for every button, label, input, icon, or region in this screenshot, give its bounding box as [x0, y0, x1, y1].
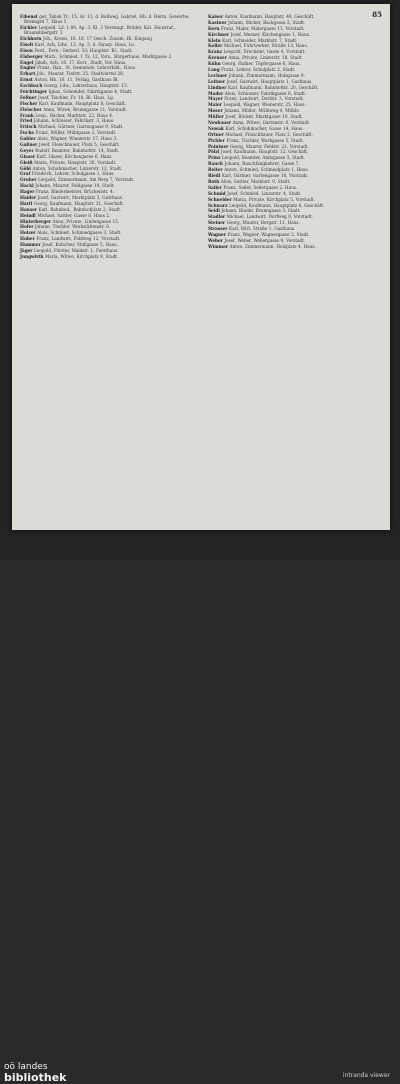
entry-surname: Pointner [208, 143, 229, 149]
entry-details: Franz, Lehrer, Schulplatz 2, Stadt. [221, 67, 296, 73]
directory-entry [208, 132, 384, 137]
directory-entry [208, 149, 384, 154]
entry-details: Leop., Bäcker, Marktstr. 22, Haus 4. [35, 112, 114, 118]
entry-surname: Fellner [20, 94, 37, 100]
entry-surname: Haider [20, 195, 37, 201]
directory-entry [20, 230, 196, 235]
directory-entry [20, 71, 196, 76]
directory-entry [20, 183, 196, 188]
entry-details: Karl, Bahnbed., Bahnhofplatz 2, Stadt. [38, 206, 122, 212]
directory-entry [208, 85, 384, 90]
entry-details: Alois, Wagner, Wienerstr. 17, Haus 3. [37, 136, 118, 142]
entry-surname: Moser [208, 108, 223, 114]
directory-entry [20, 236, 196, 241]
directory-entry [20, 65, 196, 70]
entry-details: Karl, Glaser, Kirchengasse 6, Haus. [36, 153, 113, 159]
entry-surname: Eiselt [20, 41, 34, 47]
directory-entry [20, 248, 196, 253]
entry-surname: Ortner [208, 131, 224, 137]
entry-details: Michael, Fuhrwerker, Straße 13, Haus. [223, 43, 308, 49]
entry-surname: Mayer [208, 96, 223, 102]
directory-entry [208, 179, 384, 184]
directory-entry [208, 91, 384, 96]
left-column [20, 14, 196, 260]
entry-surname: Elsberger [20, 53, 43, 59]
entry-surname: Engel [20, 59, 34, 65]
entry-details: ger, Tabak Tr., 15. Ar. 13, d. Ballweg, Gabriel, Hb, d. Herm. Gewerbe, Brenngrd 7, Haus 5 [24, 14, 190, 25]
entry-details: Anna, Witwe, Brunngasse 11, Vorstadt. [43, 106, 128, 112]
entry-details: Josef, Gastwirt, Marktplatz 3, Gasthaus. [37, 195, 124, 201]
directory-entry [208, 155, 384, 160]
logo-line-1: oö landes [4, 1062, 48, 1072]
directory-entry [20, 25, 196, 35]
entry-surname: Frank [20, 112, 34, 118]
directory-entry [208, 32, 384, 37]
entry-details: Karl, Wirt, Straße 1, Gasthaus. [229, 226, 296, 232]
directory-entry [208, 232, 384, 237]
entry-details: Anton, Zimmermann, Holzplatz 4, Haus. [229, 243, 316, 249]
directory-entry [208, 197, 384, 202]
directory-entry [208, 67, 384, 72]
directory-entry [20, 14, 196, 24]
entry-surname: Kirchner [208, 31, 229, 37]
entry-surname: Erhart [20, 71, 36, 77]
entry-surname: Glaser [20, 153, 36, 159]
entry-surname: Roth [208, 178, 220, 184]
entry-surname: Jungwirth [20, 253, 44, 259]
entry-surname: Kranz [208, 49, 222, 55]
directory-entry [208, 61, 384, 66]
entry-surname: Gaßner [20, 142, 38, 147]
library-logo[interactable] [4, 1062, 94, 1084]
entry-details: Anna, Private, Lindengasse 15. [52, 218, 120, 224]
entry-surname: Göbl [20, 165, 31, 171]
entry-details: Leopold, Zimmermann, Am Berg 7, Vorstadt. [38, 177, 135, 183]
directory-entry [208, 203, 384, 208]
entry-surname: Hackl [20, 183, 34, 189]
entry-surname: Hager [20, 189, 35, 195]
entry-surname: Lindner [208, 84, 227, 90]
entry-details: Leopold, Beamter, Amtsgasse 3, Stadt. [221, 155, 305, 161]
directory-entry [208, 144, 384, 149]
entry-surname: Hauser [20, 206, 37, 212]
entry-surname: Kreuzer [208, 55, 227, 61]
directory-entry [208, 191, 384, 196]
directory-entry [20, 160, 196, 165]
entry-details: Josef, Schmied, Linzerstr. 4, Stadt. [227, 190, 302, 196]
entry-surname: Fleischer [20, 106, 42, 112]
directory-entry [208, 55, 384, 60]
entry-details: Anton, Kaufmann, Hauptstr. 40, Geschäft. [224, 14, 315, 19]
directory-entry [208, 79, 384, 84]
entry-details: Franz, Maler, Malergasse 11, Vorstadt. [221, 25, 305, 31]
entry-details: Johann, Schlosser, Fabrikstr. 3, Haus. [33, 118, 115, 124]
entry-surname: Heindl [20, 212, 36, 218]
directory-entry [20, 113, 196, 118]
entry-surname: Klein [208, 37, 221, 43]
entry-details: Leopold, Kaufmann, Hauptplatz 6, Geschäft. [229, 202, 325, 208]
entry-surname: Stadler [208, 214, 226, 220]
viewer-footer [0, 530, 400, 1084]
entry-details: Jakob, Ach, 16. 17. Korr., Stadt, Ver. Haus. [34, 59, 127, 65]
entry-surname: Koller [208, 43, 223, 49]
entry-details: Mich., Schmied, 1 Tz. 12, Vars., Bürgerhaus, Marktgasse 2. [44, 53, 173, 59]
entry-surname: Gabler [20, 136, 36, 142]
directory-entry [20, 201, 196, 206]
entry-surname: Strasser [208, 226, 228, 232]
directory-entry [208, 208, 384, 213]
entry-details: Karl, Kaufmann, Bahnhofstr. 20, Geschäft. [227, 84, 319, 90]
directory-entry [208, 49, 384, 54]
entry-surname: Wimmer [208, 243, 228, 249]
directory-entry [20, 219, 196, 224]
entry-details: Karl, Schuhmacher, Gasse 14, Haus. [225, 125, 304, 131]
entry-surname: Holzer [20, 230, 36, 236]
entry-details: Johann, Zimmermann, Holzgasse 9. [228, 72, 305, 78]
directory-entry [20, 42, 196, 47]
entry-details: Franz, Bindermeister, Brückenstr. 4. [36, 189, 115, 195]
entry-surname: Wagner [208, 231, 226, 237]
directory-entry [20, 142, 196, 147]
directory-entry [20, 148, 196, 153]
directory-entry [20, 54, 196, 59]
entry-surname: Reiter [208, 167, 223, 173]
directory-entry [20, 224, 196, 229]
entry-details: Josef, Weber, Webergasse 9, Vorstadt. [224, 237, 306, 243]
right-column [208, 14, 384, 250]
entry-details: Friedrich, Lehrer, Schulgasse 1, Haus. [31, 171, 115, 177]
entry-details: Georg, Maurer, Feldstr. 21, Vorstadt. [229, 143, 309, 149]
directory-entry [208, 220, 384, 225]
directory-entry [20, 207, 196, 212]
entry-details: Josef, Gastwirt, Hauptplatz 1, Gasthaus. [226, 78, 313, 84]
directory-entry [20, 89, 196, 94]
entry-surname: Pichler [208, 137, 225, 143]
entry-surname: Rauch [208, 161, 223, 167]
entry-surname: Weber [208, 237, 223, 243]
entry-details: Maria, Witwe, Kirchplatz 9, Stadt. [44, 253, 119, 259]
directory-entry [208, 185, 384, 190]
entry-details: Franz, Seiler, Seilergasse 2, Haus. [223, 184, 298, 190]
directory-entry [20, 107, 196, 112]
entry-surname: Engler [20, 65, 36, 71]
entry-surname: Riedl [208, 173, 221, 179]
directory-entry [20, 60, 196, 65]
directory-entry [20, 48, 196, 53]
entry-details: Anton, Schuhmacher, Linzerstr. 12, Stadt. [32, 165, 123, 171]
entry-details: Josef, Mesner, Kirchengasse 1, Haus. [230, 31, 311, 37]
entry-surname: Geyer [20, 147, 34, 153]
entry-details: Maria, Private, Hauptstr. 30, Vorstadt. [34, 159, 117, 165]
entry-details: Rudolf, Beamter, Bahnhofstr. 14, Stadt. [35, 147, 120, 153]
entry-surname: Prinz [208, 155, 221, 161]
entry-details: Franz, Wagner, Wagnergasse 2, Stadt. [227, 231, 310, 237]
entry-details: Franz, Landwirt, Feldweg 12, Vorstadt. [36, 236, 121, 242]
entry-details: Alois, Sattler, Marktstr. 9, Stadt. [220, 178, 291, 184]
entry-details: Johann, Müller, Mühlweg 4, Mühle. [224, 108, 301, 114]
entry-details: Franz, Tischler, Werkgasse 5, Stadt. [226, 137, 304, 143]
entry-surname: Hummer [20, 242, 41, 248]
entry-details: Anton, Schmied, Schmiedplatz 1, Haus. [224, 167, 309, 173]
entry-surname: Neubauer [208, 120, 232, 126]
directory-entry [20, 154, 196, 159]
entry-details: Leopold, Förster, Waldstr. 1, Forsthaus. [34, 248, 119, 254]
entry-details: Karl, Gärtner, Gartengasse 16, Vorstadt. [221, 173, 309, 179]
entry-surname: Kern [208, 25, 220, 31]
directory-entry [20, 189, 196, 194]
entry-details: Georg, Kaufmann, Hauptstr. 21, Geschäft. [33, 200, 125, 206]
directory-entry [208, 108, 384, 113]
entry-details: Anton, Hb. 10. 11, Verlag, Gasthaus Bl. [34, 77, 119, 83]
entry-surname: Gruber [20, 177, 37, 183]
entry-surname: Ernst [20, 77, 33, 83]
entry-surname: Schwarz [208, 202, 228, 208]
entry-surname: Sailer [208, 184, 222, 190]
directory-entry [208, 102, 384, 107]
directory-entry [208, 126, 384, 131]
entry-details: Franz, Han., St. Gemeinde, Lehrerbild., Haus. [37, 65, 137, 71]
entry-details: Joh., Maurer, Tiefstr. 25, Stadtviertel 28. [36, 71, 125, 77]
directory-entry [20, 213, 196, 218]
viewer-credit-link[interactable]: intranda viewer [342, 1072, 390, 1079]
directory-entry [208, 43, 384, 48]
entry-details: Josef, Fleischhauer, Platz 5, Geschäft. [38, 142, 120, 147]
entry-surname: Gleiß [20, 159, 33, 165]
entry-surname: Schmid [208, 190, 226, 196]
directory-entry [208, 26, 384, 31]
directory-entry [208, 161, 384, 166]
scanned-page [12, 4, 390, 530]
entry-details: Alois, Schmied, Schmiedgasse 3, Stadt. [37, 230, 122, 236]
entry-details: Anna, Witwe, Gartenstr. 6, Vorstadt. [232, 120, 311, 126]
directory-entry [208, 73, 384, 78]
entry-surname: Eichler [20, 24, 37, 30]
entry-details: Alois, Schlosser, Fabrikgasse 8, Stadt. [224, 90, 307, 96]
entry-surname: Jäger [20, 248, 33, 254]
entry-surname: Kastner [208, 19, 227, 25]
entry-surname: Feichtinger [20, 88, 47, 94]
logo-line-2: bibliothek [4, 1071, 67, 1084]
directory-entry [208, 96, 384, 101]
entry-surname: Lechner [208, 72, 228, 78]
directory-entry [208, 167, 384, 172]
directory-entry [20, 130, 196, 135]
directory-entry [20, 101, 196, 106]
entry-details: Georg, Ldw., Lehrerhaus, Hauptstr. 13. [43, 83, 128, 89]
entry-surname: Nowak [208, 125, 224, 131]
entry-details: Leopold, Wagner, Wienerstr. 25, Haus. [223, 102, 306, 108]
directory-entry [208, 214, 384, 219]
entry-details: Ignaz, Schneider, Fabrikgasse 4, Stadt. [48, 88, 133, 94]
entry-surname: Steiner [208, 220, 226, 226]
entry-details: Ferd., Fern., Gerberl. 33; Hauptstr. Bl., Stadt. [34, 47, 133, 53]
directory-entry [208, 138, 384, 143]
directory-entry [208, 120, 384, 125]
entry-surname: Eichhorn [20, 35, 42, 41]
entry-details: Josef, Kaufmann, Hauptstr. 12, Geschäft. [220, 149, 309, 155]
entry-details: Michael, Fleischhauer, Platz 2, Geschäft. [225, 131, 313, 137]
directory-entry [20, 124, 196, 129]
directory-entry [20, 195, 196, 200]
directory-entry [208, 238, 384, 243]
entry-surname: Kaiser [208, 14, 224, 19]
directory-entry [20, 254, 196, 259]
entry-surname: Lang [208, 67, 220, 73]
entry-surname: Schneider [208, 196, 232, 202]
directory-entry [20, 171, 196, 176]
entry-surname: Eschbach [20, 83, 43, 89]
entry-surname: Maier [208, 102, 222, 108]
entry-surname: Eibenst [20, 14, 38, 19]
entry-surname: Hinterberger [20, 218, 51, 224]
entry-details: Maria, Private, Kirchplatz 5, Vorstadt. [233, 196, 315, 202]
entry-details: Karl, Kaufmann, Hauptplatz 8, Geschäft. [38, 100, 127, 106]
entry-details: Franz, Landwirt, Dorfstr. 3, Vorstadt. [224, 96, 304, 102]
entry-details: Josef, Kutscher, Stallgasse 5, Haus. [42, 242, 118, 248]
directory-entry [20, 242, 196, 247]
entry-surname: Hartl [20, 200, 33, 206]
page-number: 85 [372, 10, 382, 19]
entry-surname: Leitner [208, 78, 226, 84]
directory-entry [20, 83, 196, 88]
directory-entry [20, 166, 196, 171]
entry-surname: Seidl [208, 208, 220, 214]
entry-details: Michael, Gärtner, Gartengasse 9, Stadt. [38, 124, 124, 130]
entry-details: Anna, Private, Linzerstr. 18, Stadt. [228, 55, 303, 61]
entry-surname: Huber [20, 236, 35, 242]
entry-surname: Fritsch [20, 124, 37, 130]
directory-entry [20, 95, 196, 100]
entry-details: Joh., Kreiss, 16. 18. 17 Gesch. Zusam, Hl. Eingang [43, 35, 152, 41]
entry-details: Georg, Hafner, Töpfergasse 6, Haus. [222, 61, 301, 67]
directory-entry [20, 118, 196, 123]
entry-details: Leopold, Ld. 1.88. Ap. 3. Kl. 3 Vereinigt. Brüder, Kat. Haustraf., Braunshbergstr. 3 [24, 24, 176, 36]
entry-details: Johann, Tischler, Werkstättenstr. 6. [34, 224, 111, 230]
entry-details: Michael, Sattler, Gasse 8, Haus 2. [37, 212, 111, 218]
entry-surname: Pölzl [208, 149, 220, 155]
entry-details: Johann, Bäcker, Backgasse 2, Stadt. [228, 19, 306, 25]
entry-details: Johann, Rauchfangkehrer, Gasse 7. [224, 161, 300, 167]
directory-entry [208, 14, 384, 19]
directory-entry [208, 114, 384, 119]
entry-details: Josef, Tischler, Fr. 18, Bl. Haus, Lg. [38, 94, 115, 100]
directory-entry [20, 77, 196, 82]
directory-entry [20, 36, 196, 41]
entry-surname: Fischer [20, 100, 38, 106]
entry-surname: Fuchs [20, 130, 34, 136]
entry-surname: Mader [208, 90, 224, 96]
directory-entry [208, 226, 384, 231]
directory-entry [208, 244, 384, 249]
entry-details: Karl, Ach, Ldw., 13. Ap. 3, d. Hausp. Haus, Lo. [34, 41, 136, 47]
entry-details: Josef, Bäcker, Marktgasse 10, Stadt. [225, 114, 304, 120]
entry-surname: Hofer [20, 224, 34, 230]
directory-entry [208, 173, 384, 178]
entry-surname: Kühn [208, 61, 221, 67]
entry-details: Johann, Binder, Brunngasse 3, Stadt. [221, 208, 301, 214]
entry-surname: Eisen [20, 47, 33, 53]
directory-entry [20, 177, 196, 182]
directory-entry [208, 20, 384, 25]
entry-details: Leopold, Drechsler, Gasse 4, Vorstadt. [223, 49, 306, 55]
entry-details: Franz, Müller, Mühlgasse 2, Vorstadt. [35, 130, 117, 136]
entry-surname: Graf [20, 171, 31, 177]
entry-surname: Fried [20, 118, 33, 124]
directory-entry [208, 38, 384, 43]
entry-details: Michael, Landwirt, Dorfweg 8, Vorstadt. [226, 214, 313, 220]
entry-details: Georg, Maurer, Bergstr. 11, Haus. [226, 220, 300, 226]
entry-surname: Müller [208, 114, 224, 120]
entry-details: Johann, Maurer, Feldgasse 19, Stadt. [35, 183, 115, 189]
directory-entry [20, 136, 196, 141]
entry-details: Karl, Schneider, Marktstr. 7, Stadt. [222, 37, 298, 43]
